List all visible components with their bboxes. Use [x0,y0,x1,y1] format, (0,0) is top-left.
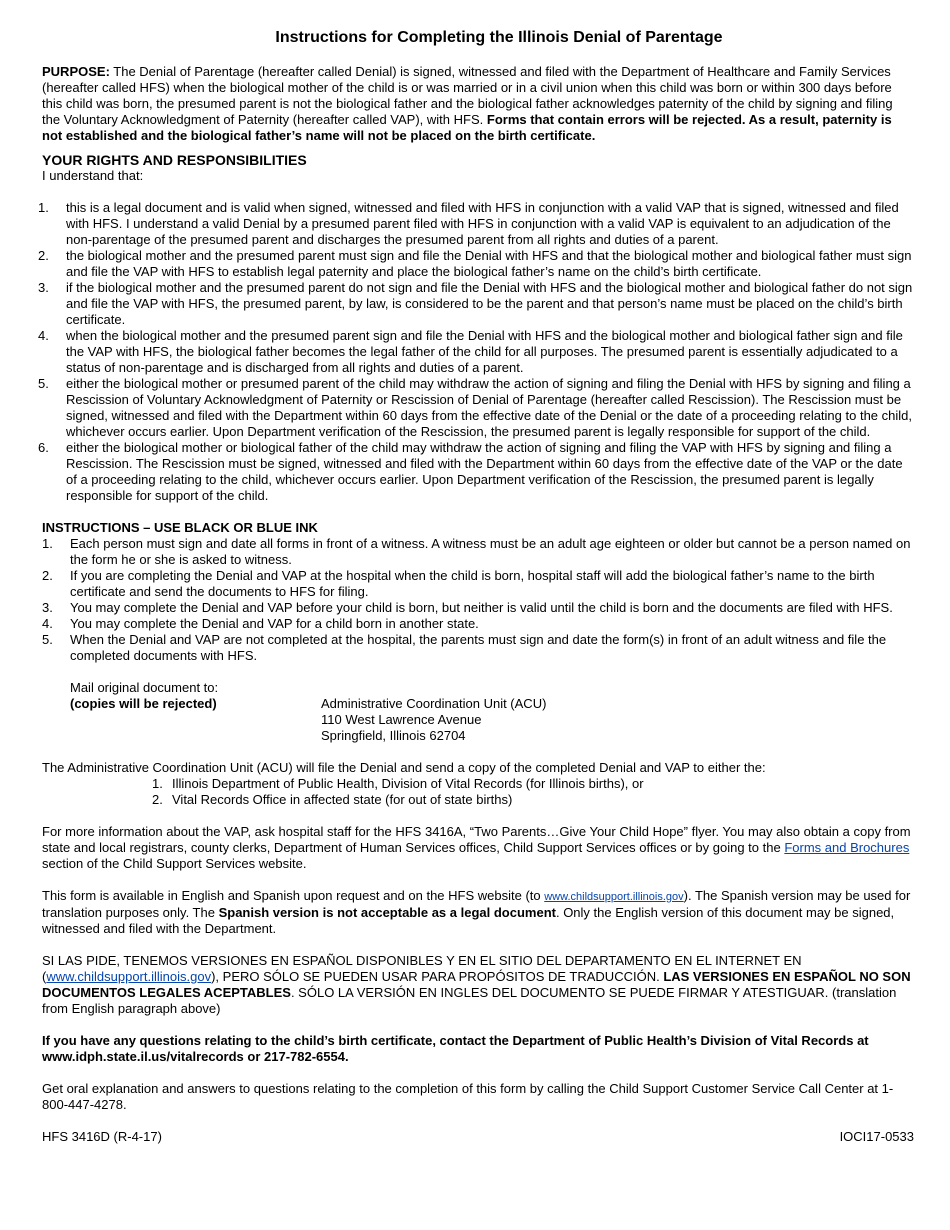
item-text: Vital Records Office in affected state (for out of state births) [172,792,513,807]
item-number: 1. [152,776,163,791]
item-number: 4. [38,328,49,343]
list-item [0,440,914,504]
spanish-text-mid: ), PERO SÓLO SE PUEDEN USAR PARA PROPÓSITOS DE TRADUCCIÓN. [211,969,664,984]
mailing-address-block [70,680,914,744]
item-text: either the biological mother or presumed parent of the child may withdraw the action of signing and filing the Denial with HFS by signing and filing a Rescission of Voluntary Acknowledgment of Paternity or Rescission of Denial of Parentage (hereafter called Rescission). The Rescission must be signed, witnessed and filed with the Department within 60 days from the effective date of the Denial or the date of a proceeding relating to the child, whichever occurs earlier. Upon Department verification of the Rescission, the presumed parent is legally responsible for support of the child. [66,376,912,439]
destination-list [42,776,914,808]
item-number: 3. [42,600,53,615]
address-line-3: Springfield, Illinois 62704 [321,728,466,743]
address-line-2: 110 West Lawrence Avenue [321,712,482,727]
item-text: If you are completing the Denial and VAP at the hospital when the child is born, hospital staff will add the biological father’s name to the birth certificate and send the documents to HFS for filing. [70,568,875,599]
item-text: if the biological mother and the presumed parent do not sign and file the Denial with HFS and the biological mother and biological father do not sign and file the VAP with HFS, the presumed parent, by law, is considered to be the parent and that person’s name must be placed on the child’s birth certificate. [66,280,913,327]
instructions-list [42,536,914,664]
list-item [42,632,914,664]
list-item [42,600,914,616]
form-number: HFS 3416D (R-4-17) [42,1129,162,1144]
list-item [42,616,914,632]
list-item [152,776,914,792]
document-page [38,28,914,1145]
list-item [0,200,914,248]
item-text: Illinois Department of Public Health, Division of Vital Records (for Illinois births), or [172,776,644,791]
forms-brochures-link[interactable]: Forms and Brochures [784,840,910,855]
spanish-legal-note: LAS VERSIONES EN ESPAÑOL NO SON DOCUMENTOS LEGALES ACEPTABLES [42,969,911,1000]
mail-label: Mail original document to: [70,680,219,695]
vital-records-paragraph: If you have any questions relating to the child’s birth certificate, contact the Department of Public Health’s Division of Vital Records at www.idph.state.il.us/vitalrecords or 217-782-6554. [42,1033,869,1064]
item-text: this is a legal document and is valid when signed, witnessed and filed with HFS in conjunction with a valid VAP that is signed, witnessed and filed with HFS. I understand a valid Denial by a presumed parent filed with HFS in conjunction with a valid VAP is equivalent to an adjudication of the non-parentage of the presumed parent and discharges the presumed parent from all rights and duties of a parent. [66,200,899,247]
form-code: IOCI17-0533 [839,1129,914,1144]
item-text: You may complete the Denial and VAP before your child is born, but neither is valid until the child is born and the documents are filed with HFS. [70,600,893,615]
item-number: 6. [38,440,49,455]
item-number: 1. [38,200,49,215]
item-number: 3. [38,280,49,295]
instructions-heading: INSTRUCTIONS – USE BLACK OR BLUE INK [42,520,318,535]
list-item [152,792,914,808]
list-item [0,328,914,376]
availability-text-end: . Only the English version of this document may be signed, witnessed and filed with the Department. [42,905,895,936]
spanish-paragraph [42,953,914,1017]
purpose-warning: Forms that contain errors will be rejected. As a result, paternity is not established and the biological father’s name will not be placed on the birth certificate. [42,112,892,143]
item-number: 4. [42,616,53,631]
item-text: when the biological mother and the presumed parent sign and file the Denial with HFS and the biological mother and biological father sign and file the VAP with HFS, the biological father becomes the legal father of the child for all purposes. The presumed parent is essentially adjudicated to a status of non-parentage and is discharged from all rights and duties of a parent. [66,328,903,375]
spanish-text: SI LAS PIDE, TENEMOS VERSIONES EN ESPAÑOL DISPONIBLES Y EN EL SITIO DEL DEPARTAMENTO EN EL INTERNET EN ( [42,953,802,984]
rights-intro: I understand that: [42,168,144,183]
list-item [42,536,914,568]
item-text: When the Denial and VAP are not completed at the hospital, the parents must sign and date the form(s) in front of an adult witness and file the completed documents with HFS. [70,632,887,663]
availability-paragraph [42,888,914,937]
address-line-1: Administrative Coordination Unit (ACU) [321,696,547,711]
availability-text: This form is available in English and Spanish upon request and on the HFS website (to [42,888,545,903]
page-title: Instructions for Completing the Illinois Denial of Parentage [275,29,723,46]
purpose-label: PURPOSE: [42,64,110,79]
item-number: 2. [38,248,49,263]
list-item [0,248,914,280]
item-number: 1. [42,536,53,551]
list-item [0,376,914,440]
item-text: Each person must sign and date all forms in front of a witness. A witness must be an adult age eighteen or older but cannot be a person named on the form he or she is asked to witness. [70,536,911,567]
item-number: 2. [42,568,53,583]
rights-heading: YOUR RIGHTS AND RESPONSIBILITIES [42,152,307,168]
availability-text-mid: ). The Spanish version may be used for translation purposes only. The [42,888,911,920]
item-text: You may complete the Denial and VAP for a child born in another state. [70,616,479,631]
purpose-paragraph [42,64,914,144]
oral-explanation-paragraph: Get oral explanation and answers to questions relating to the completion of this form by calling the Child Support Customer Service Call Center at 1-800-447-4278. [42,1081,894,1112]
purpose-text: The Denial of Parentage (hereafter called Denial) is signed, witnessed and filed with the Department of Healthcare and Family Services (hereafter called HFS) when the biological mother of the child is or was married or in a civil union when this child was born or within 300 days before this child was born, the presumed parent is not the biological father and the biological father acknowledges paternity of the child by signing and filing the Voluntary Acknowledgment of Paternity (hereafter called VAP), with HFS. [42,64,893,127]
childsupport-website-link-es[interactable]: www.childsupport.illinois.gov [46,969,212,984]
spanish-text-end: . SÓLO LA VERSIÓN EN INGLES DEL DOCUMENTO SE PUEDE FIRMAR Y ATESTIGUAR. (translation from English paragraph above) [42,985,897,1016]
copies-rejected-note: (copies will be rejected) [70,696,217,711]
more-info-paragraph [42,824,914,872]
childsupport-website-link[interactable]: www.childsupport.illinois.gov [544,891,684,903]
item-number: 2. [152,792,163,807]
spanish-not-legal-note: Spanish version is not acceptable as a legal document [218,905,556,920]
item-text: either the biological mother or biological father of the child may withdraw the action of signing and filing the VAP with HFS by signing and filing a Rescission. The Rescission must be signed, witnessed and filed with the Department within 60 days from the effective date of the VAP or the date of a proceeding relating to the child, whichever occurs earlier. Upon Department verification of the Rescission, the presumed parent is legally responsible for support of the child. [66,440,903,503]
info-text-end: section of the Child Support Services website. [42,856,307,871]
page-footer [42,1129,914,1145]
rights-list [0,200,914,504]
item-number: 5. [38,376,49,391]
item-number: 5. [42,632,53,647]
acu-paragraph: The Administrative Coordination Unit (ACU) will file the Denial and send a copy of the completed Denial and VAP to either the: [42,760,766,775]
list-item [0,280,914,328]
list-item [42,568,914,600]
item-text: the biological mother and the presumed parent must sign and file the Denial with HFS and that the biological mother and biological father must sign and file the VAP with HFS to establish legal paternity and place the biological father’s name on the child’s birth certificate. [66,248,912,279]
info-text: For more information about the VAP, ask hospital staff for the HFS 3416A, “Two Parents…Give Your Child Hope” flyer. You may also obtain a copy from state and local registrars, county clerks, Department of Human Services offices, Child Support Services offices or by going to the [42,824,911,855]
